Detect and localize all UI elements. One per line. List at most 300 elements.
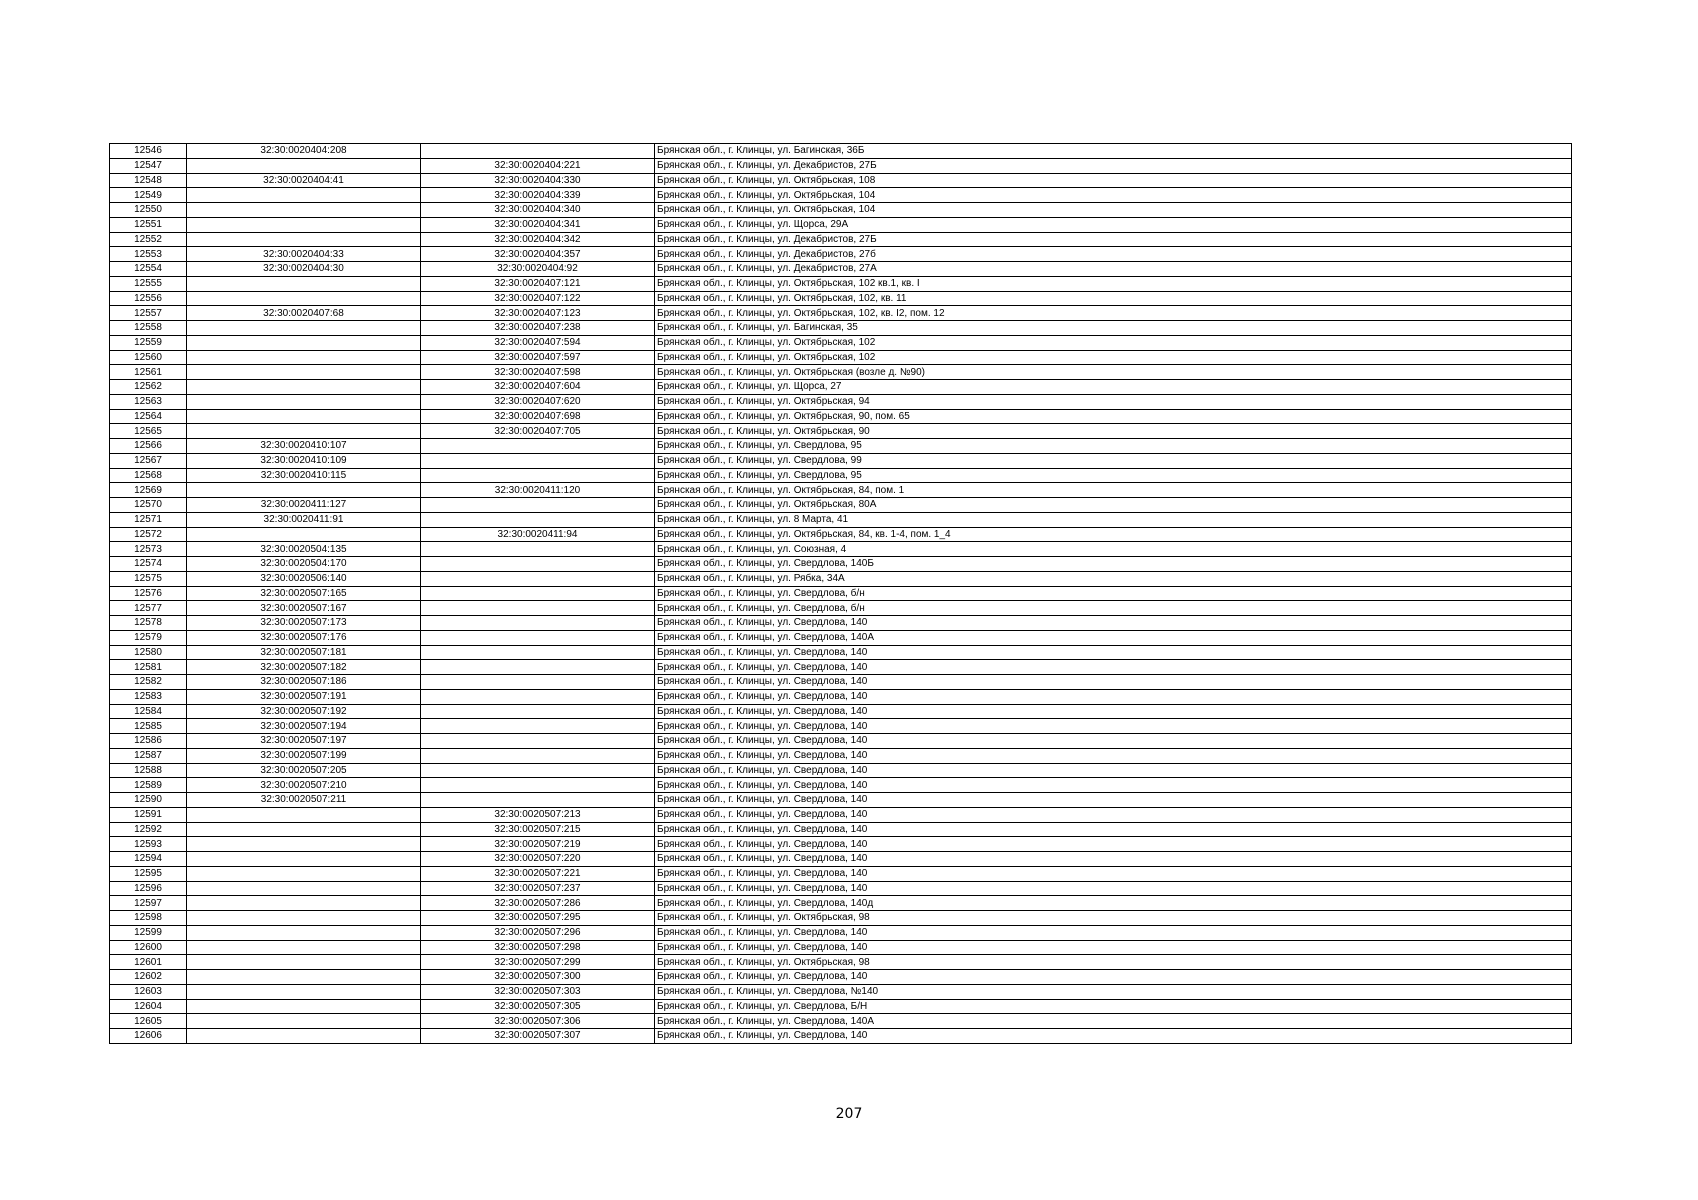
previous-cadastral-number-cell — [187, 365, 421, 380]
cadastral-number-cell: 32:30:0020407:705 — [421, 424, 655, 439]
previous-cadastral-number-cell — [187, 1029, 421, 1044]
address-cell: Брянская обл., г. Клинцы, ул. Свердлова, 140 — [655, 793, 1572, 808]
cadastral-number-cell: 32:30:0020404:341 — [421, 217, 655, 232]
row-number-cell: 12594 — [110, 852, 187, 867]
previous-cadastral-number-cell — [187, 837, 421, 852]
cadastral-number-cell — [421, 468, 655, 483]
previous-cadastral-number-cell: 32:30:0020507:181 — [187, 645, 421, 660]
table-row — [110, 468, 1572, 483]
table-row — [110, 970, 1572, 985]
cadastral-number-cell: 32:30:0020507:215 — [421, 822, 655, 837]
address-cell: Брянская обл., г. Клинцы, ул. Декабристов, 27Б — [655, 158, 1572, 173]
cadastral-number-cell: 32:30:0020407:123 — [421, 306, 655, 321]
table-row — [110, 291, 1572, 306]
address-cell: Брянская обл., г. Клинцы, ул. Свердлова, 140 — [655, 970, 1572, 985]
cadastral-number-cell — [421, 616, 655, 631]
row-number-cell: 12546 — [110, 144, 187, 159]
row-number-cell: 12604 — [110, 999, 187, 1014]
cadastral-number-cell — [421, 542, 655, 557]
table-row — [110, 822, 1572, 837]
previous-cadastral-number-cell — [187, 188, 421, 203]
previous-cadastral-number-cell: 32:30:0020506:140 — [187, 571, 421, 586]
cadastral-number-cell: 32:30:0020407:238 — [421, 321, 655, 336]
table-row — [110, 158, 1572, 173]
previous-cadastral-number-cell — [187, 424, 421, 439]
page-number: 207 — [835, 1106, 863, 1122]
row-number-cell: 12591 — [110, 807, 187, 822]
table-row — [110, 335, 1572, 350]
table-row — [110, 321, 1572, 336]
cadastral-number-cell — [421, 571, 655, 586]
cadastral-number-cell: 32:30:0020507:220 — [421, 852, 655, 867]
previous-cadastral-number-cell: 32:30:0020404:41 — [187, 173, 421, 188]
address-cell: Брянская обл., г. Клинцы, ул. Октябрьская, 84, пом. 1 — [655, 483, 1572, 498]
table-row — [110, 247, 1572, 262]
cadastral-number-cell — [421, 704, 655, 719]
row-number-cell: 12578 — [110, 616, 187, 631]
row-number-cell: 12588 — [110, 763, 187, 778]
row-number-cell: 12598 — [110, 911, 187, 926]
previous-cadastral-number-cell — [187, 350, 421, 365]
address-cell: Брянская обл., г. Клинцы, ул. Свердлова, 140 — [655, 645, 1572, 660]
table-row — [110, 512, 1572, 527]
cadastral-number-cell: 32:30:0020407:122 — [421, 291, 655, 306]
address-cell: Брянская обл., г. Клинцы, ул. Щорса, 27 — [655, 380, 1572, 395]
cadastral-number-cell: 32:30:0020507:237 — [421, 881, 655, 896]
row-number-cell: 12573 — [110, 542, 187, 557]
address-cell: Брянская обл., г. Клинцы, ул. Союзная, 4 — [655, 542, 1572, 557]
cadastral-number-cell: 32:30:0020404:357 — [421, 247, 655, 262]
row-number-cell: 12572 — [110, 527, 187, 542]
cadastral-number-cell — [421, 630, 655, 645]
cadastral-number-cell: 32:30:0020507:299 — [421, 955, 655, 970]
row-number-cell: 12547 — [110, 158, 187, 173]
table-row — [110, 144, 1572, 159]
cadastral-number-cell — [421, 645, 655, 660]
row-number-cell: 12553 — [110, 247, 187, 262]
row-number-cell: 12596 — [110, 881, 187, 896]
cadastral-number-cell: 32:30:0020407:598 — [421, 365, 655, 380]
cadastral-number-cell: 32:30:0020507:303 — [421, 984, 655, 999]
table-row — [110, 896, 1572, 911]
address-cell: Брянская обл., г. Клинцы, ул. Багинская, 35 — [655, 321, 1572, 336]
row-number-cell: 12559 — [110, 335, 187, 350]
previous-cadastral-number-cell — [187, 911, 421, 926]
previous-cadastral-number-cell: 32:30:0020507:211 — [187, 793, 421, 808]
previous-cadastral-number-cell: 32:30:0020410:109 — [187, 453, 421, 468]
previous-cadastral-number-cell — [187, 925, 421, 940]
cadastral-number-cell — [421, 748, 655, 763]
cadastral-number-cell — [421, 557, 655, 572]
previous-cadastral-number-cell: 32:30:0020507:191 — [187, 689, 421, 704]
previous-cadastral-number-cell — [187, 852, 421, 867]
address-cell: Брянская обл., г. Клинцы, ул. Свердлова, 140 — [655, 748, 1572, 763]
address-cell: Брянская обл., г. Клинцы, ул. Октябрьская, 104 — [655, 188, 1572, 203]
address-cell: Брянская обл., г. Клинцы, ул. Свердлова, 140 — [655, 660, 1572, 675]
table-row — [110, 881, 1572, 896]
previous-cadastral-number-cell: 32:30:0020507:192 — [187, 704, 421, 719]
previous-cadastral-number-cell — [187, 807, 421, 822]
previous-cadastral-number-cell: 32:30:0020507:182 — [187, 660, 421, 675]
row-number-cell: 12575 — [110, 571, 187, 586]
address-cell: Брянская обл., г. Клинцы, ул. Свердлова, 140А — [655, 1014, 1572, 1029]
address-cell: Брянская обл., г. Клинцы, ул. Свердлова, 140 — [655, 1029, 1572, 1044]
cadastral-number-cell: 32:30:0020404:339 — [421, 188, 655, 203]
previous-cadastral-number-cell: 32:30:0020410:107 — [187, 439, 421, 454]
address-cell: Брянская обл., г. Клинцы, ул. Октябрьская, 90 — [655, 424, 1572, 439]
previous-cadastral-number-cell: 32:30:0020411:91 — [187, 512, 421, 527]
address-cell: Брянская обл., г. Клинцы, ул. Свердлова, 140 — [655, 807, 1572, 822]
row-number-cell: 12606 — [110, 1029, 187, 1044]
previous-cadastral-number-cell — [187, 203, 421, 218]
address-cell: Брянская обл., г. Клинцы, ул. Свердлова, 140А — [655, 630, 1572, 645]
address-cell: Брянская обл., г. Клинцы, ул. Октябрьская, 94 — [655, 394, 1572, 409]
cadastral-number-cell: 32:30:0020507:305 — [421, 999, 655, 1014]
previous-cadastral-number-cell: 32:30:0020504:170 — [187, 557, 421, 572]
address-cell: Брянская обл., г. Клинцы, ул. Свердлова, 140 — [655, 822, 1572, 837]
address-cell: Брянская обл., г. Клинцы, ул. Октябрьская, 102 кв.1, кв. I — [655, 276, 1572, 291]
table-row — [110, 439, 1572, 454]
table-row — [110, 483, 1572, 498]
address-cell: Брянская обл., г. Клинцы, ул. Свердлова, №140 — [655, 984, 1572, 999]
cadastral-number-cell — [421, 498, 655, 513]
cadastral-number-cell: 32:30:0020507:295 — [421, 911, 655, 926]
previous-cadastral-number-cell: 32:30:0020507:210 — [187, 778, 421, 793]
previous-cadastral-number-cell — [187, 276, 421, 291]
table-row — [110, 350, 1572, 365]
row-number-cell: 12576 — [110, 586, 187, 601]
previous-cadastral-number-cell: 32:30:0020504:135 — [187, 542, 421, 557]
table-row — [110, 557, 1572, 572]
row-number-cell: 12597 — [110, 896, 187, 911]
previous-cadastral-number-cell — [187, 321, 421, 336]
row-number-cell: 12605 — [110, 1014, 187, 1029]
address-cell: Брянская обл., г. Клинцы, ул. Свердлова, 140Б — [655, 557, 1572, 572]
previous-cadastral-number-cell: 32:30:0020507:186 — [187, 675, 421, 690]
table-row — [110, 527, 1572, 542]
cadastral-number-cell: 32:30:0020507:213 — [421, 807, 655, 822]
previous-cadastral-number-cell: 32:30:0020507:167 — [187, 601, 421, 616]
table-row — [110, 394, 1572, 409]
table-row — [110, 748, 1572, 763]
row-number-cell: 12601 — [110, 955, 187, 970]
table-row — [110, 719, 1572, 734]
row-number-cell: 12565 — [110, 424, 187, 439]
cadastral-number-cell: 32:30:0020507:221 — [421, 866, 655, 881]
row-number-cell: 12586 — [110, 734, 187, 749]
row-number-cell: 12599 — [110, 925, 187, 940]
address-cell: Брянская обл., г. Клинцы, ул. Октябрьская, 102 — [655, 350, 1572, 365]
previous-cadastral-number-cell — [187, 291, 421, 306]
cadastral-number-cell — [421, 778, 655, 793]
row-number-cell: 12603 — [110, 984, 187, 999]
previous-cadastral-number-cell — [187, 335, 421, 350]
address-cell: Брянская обл., г. Клинцы, ул. Свердлова, б/н — [655, 601, 1572, 616]
table-row — [110, 645, 1572, 660]
table-row — [110, 984, 1572, 999]
previous-cadastral-number-cell: 32:30:0020507:173 — [187, 616, 421, 631]
previous-cadastral-number-cell — [187, 527, 421, 542]
address-cell: Брянская обл., г. Клинцы, ул. Свердлова, 140 — [655, 734, 1572, 749]
address-cell: Брянская обл., г. Клинцы, ул. Щорса, 29А — [655, 217, 1572, 232]
address-cell: Брянская обл., г. Клинцы, ул. Свердлова, 140 — [655, 704, 1572, 719]
table-row — [110, 911, 1572, 926]
address-cell: Брянская обл., г. Клинцы, ул. Октябрьская, 102 — [655, 335, 1572, 350]
previous-cadastral-number-cell — [187, 409, 421, 424]
table-row — [110, 306, 1572, 321]
address-cell: Брянская обл., г. Клинцы, ул. Октябрьская, 84, кв. 1-4, пом. 1_4 — [655, 527, 1572, 542]
row-number-cell: 12577 — [110, 601, 187, 616]
previous-cadastral-number-cell — [187, 232, 421, 247]
row-number-cell: 12569 — [110, 483, 187, 498]
table-body — [110, 144, 1572, 1044]
table-row — [110, 1029, 1572, 1044]
row-number-cell: 12558 — [110, 321, 187, 336]
previous-cadastral-number-cell — [187, 896, 421, 911]
address-cell: Брянская обл., г. Клинцы, ул. Свердлова, 140 — [655, 689, 1572, 704]
cadastral-number-cell — [421, 689, 655, 704]
row-number-cell: 12570 — [110, 498, 187, 513]
previous-cadastral-number-cell — [187, 866, 421, 881]
cadastral-number-cell — [421, 793, 655, 808]
address-cell: Брянская обл., г. Клинцы, ул. Свердлова, 140 — [655, 778, 1572, 793]
table-row — [110, 999, 1572, 1014]
cadastral-number-cell: 32:30:0020507:300 — [421, 970, 655, 985]
table-row — [110, 601, 1572, 616]
previous-cadastral-number-cell: 32:30:0020407:68 — [187, 306, 421, 321]
address-cell: Брянская обл., г. Клинцы, ул. Декабристов, 27Б — [655, 232, 1572, 247]
cadastral-number-cell: 32:30:0020407:698 — [421, 409, 655, 424]
cadastral-number-cell — [421, 586, 655, 601]
address-cell: Брянская обл., г. Клинцы, ул. Октябрьская, 102, кв. I2, пом. 12 — [655, 306, 1572, 321]
previous-cadastral-number-cell — [187, 881, 421, 896]
address-cell: Брянская обл., г. Клинцы, ул. Свердлова, 140 — [655, 719, 1572, 734]
cadastral-number-cell: 32:30:0020404:92 — [421, 262, 655, 277]
row-number-cell: 12600 — [110, 940, 187, 955]
cadastral-number-cell: 32:30:0020404:330 — [421, 173, 655, 188]
row-number-cell: 12566 — [110, 439, 187, 454]
table-row — [110, 793, 1572, 808]
address-cell: Брянская обл., г. Клинцы, ул. Свердлова, 140 — [655, 881, 1572, 896]
address-cell: Брянская обл., г. Клинцы, ул. Октябрьская, 104 — [655, 203, 1572, 218]
table-row — [110, 763, 1572, 778]
table-row — [110, 660, 1572, 675]
table-row — [110, 217, 1572, 232]
cadastral-number-cell — [421, 675, 655, 690]
table-row — [110, 866, 1572, 881]
previous-cadastral-number-cell: 32:30:0020411:127 — [187, 498, 421, 513]
cadastral-number-cell — [421, 512, 655, 527]
row-number-cell: 12593 — [110, 837, 187, 852]
table-row — [110, 955, 1572, 970]
address-cell: Брянская обл., г. Клинцы, ул. Свердлова, 140 — [655, 866, 1572, 881]
table-row — [110, 380, 1572, 395]
previous-cadastral-number-cell — [187, 984, 421, 999]
cadastral-number-cell: 32:30:0020507:296 — [421, 925, 655, 940]
table-row — [110, 262, 1572, 277]
previous-cadastral-number-cell: 32:30:0020507:197 — [187, 734, 421, 749]
previous-cadastral-number-cell: 32:30:0020507:199 — [187, 748, 421, 763]
address-cell: Брянская обл., г. Клинцы, ул. Багинская, 36Б — [655, 144, 1572, 159]
table-row — [110, 188, 1572, 203]
table-row — [110, 203, 1572, 218]
address-cell: Брянская обл., г. Клинцы, ул. Октябрьская, 90, пом. 65 — [655, 409, 1572, 424]
table-row — [110, 940, 1572, 955]
row-number-cell: 12585 — [110, 719, 187, 734]
previous-cadastral-number-cell — [187, 955, 421, 970]
row-number-cell: 12548 — [110, 173, 187, 188]
row-number-cell: 12592 — [110, 822, 187, 837]
table-row — [110, 925, 1572, 940]
table-row — [110, 424, 1572, 439]
table-row — [110, 365, 1572, 380]
row-number-cell: 12564 — [110, 409, 187, 424]
row-number-cell: 12595 — [110, 866, 187, 881]
table-row — [110, 778, 1572, 793]
row-number-cell: 12551 — [110, 217, 187, 232]
table-row — [110, 734, 1572, 749]
previous-cadastral-number-cell: 32:30:0020507:205 — [187, 763, 421, 778]
row-number-cell: 12580 — [110, 645, 187, 660]
table-row — [110, 173, 1572, 188]
address-cell: Брянская обл., г. Клинцы, ул. Декабристов, 27А — [655, 262, 1572, 277]
previous-cadastral-number-cell — [187, 217, 421, 232]
row-number-cell: 12556 — [110, 291, 187, 306]
row-number-cell: 12582 — [110, 675, 187, 690]
address-cell: Брянская обл., г. Клинцы, ул. Свердлова, 95 — [655, 439, 1572, 454]
table-row — [110, 689, 1572, 704]
cadastral-number-cell: 32:30:0020407:604 — [421, 380, 655, 395]
address-cell: Брянская обл., г. Клинцы, ул. Декабристов, 27б — [655, 247, 1572, 262]
address-cell: Брянская обл., г. Клинцы, ул. Свердлова, 140 — [655, 675, 1572, 690]
address-cell: Брянская обл., г. Клинцы, ул. Октябрьская, 98 — [655, 955, 1572, 970]
cadastral-number-cell: 32:30:0020507:306 — [421, 1014, 655, 1029]
row-number-cell: 12562 — [110, 380, 187, 395]
row-number-cell: 12587 — [110, 748, 187, 763]
address-cell: Брянская обл., г. Клинцы, ул. Свердлова, Б/Н — [655, 999, 1572, 1014]
table-row — [110, 704, 1572, 719]
row-number-cell: 12579 — [110, 630, 187, 645]
row-number-cell: 12602 — [110, 970, 187, 985]
row-number-cell: 12568 — [110, 468, 187, 483]
previous-cadastral-number-cell: 32:30:0020507:194 — [187, 719, 421, 734]
cadastral-number-cell: 32:30:0020404:221 — [421, 158, 655, 173]
cadastral-number-cell: 32:30:0020411:94 — [421, 527, 655, 542]
cadastral-number-cell: 32:30:0020407:620 — [421, 394, 655, 409]
row-number-cell: 12552 — [110, 232, 187, 247]
address-cell: Брянская обл., г. Клинцы, ул. Свердлова, 140 — [655, 837, 1572, 852]
row-number-cell: 12550 — [110, 203, 187, 218]
previous-cadastral-number-cell — [187, 394, 421, 409]
row-number-cell: 12557 — [110, 306, 187, 321]
previous-cadastral-number-cell: 32:30:0020507:176 — [187, 630, 421, 645]
address-cell: Брянская обл., г. Клинцы, ул. Свердлова, 140 — [655, 925, 1572, 940]
address-cell: Брянская обл., г. Клинцы, ул. Свердлова, 140 — [655, 940, 1572, 955]
cadastral-number-cell — [421, 763, 655, 778]
previous-cadastral-number-cell — [187, 483, 421, 498]
table-row — [110, 675, 1572, 690]
row-number-cell: 12584 — [110, 704, 187, 719]
row-number-cell: 12589 — [110, 778, 187, 793]
table-row — [110, 409, 1572, 424]
table-row — [110, 852, 1572, 867]
cadastral-number-cell — [421, 453, 655, 468]
cadastral-number-cell: 32:30:0020407:594 — [421, 335, 655, 350]
address-cell: Брянская обл., г. Клинцы, ул. 8 Марта, 41 — [655, 512, 1572, 527]
row-number-cell: 12563 — [110, 394, 187, 409]
table-row — [110, 453, 1572, 468]
cadastral-number-cell: 32:30:0020407:597 — [421, 350, 655, 365]
previous-cadastral-number-cell — [187, 158, 421, 173]
cadastral-number-cell — [421, 660, 655, 675]
address-cell: Брянская обл., г. Клинцы, ул. Октябрьская (возле д. №90) — [655, 365, 1572, 380]
address-cell: Брянская обл., г. Клинцы, ул. Свердлова, 140 — [655, 763, 1572, 778]
row-number-cell: 12560 — [110, 350, 187, 365]
previous-cadastral-number-cell: 32:30:0020404:208 — [187, 144, 421, 159]
cadastral-number-cell — [421, 439, 655, 454]
previous-cadastral-number-cell: 32:30:0020410:115 — [187, 468, 421, 483]
previous-cadastral-number-cell — [187, 999, 421, 1014]
row-number-cell: 12571 — [110, 512, 187, 527]
address-cell: Брянская обл., г. Клинцы, ул. Октябрьская, 80А — [655, 498, 1572, 513]
previous-cadastral-number-cell — [187, 822, 421, 837]
address-cell: Брянская обл., г. Клинцы, ул. Октябрьская, 98 — [655, 911, 1572, 926]
cadastral-table — [109, 143, 1572, 1044]
address-cell: Брянская обл., г. Клинцы, ул. Рябка, 34А — [655, 571, 1572, 586]
row-number-cell: 12555 — [110, 276, 187, 291]
previous-cadastral-number-cell — [187, 970, 421, 985]
table-row — [110, 542, 1572, 557]
previous-cadastral-number-cell: 32:30:0020404:33 — [187, 247, 421, 262]
cadastral-number-cell: 32:30:0020404:342 — [421, 232, 655, 247]
table-row — [110, 232, 1572, 247]
cadastral-number-cell: 32:30:0020407:121 — [421, 276, 655, 291]
address-cell: Брянская обл., г. Клинцы, ул. Свердлова, 140д — [655, 896, 1572, 911]
cadastral-number-cell: 32:30:0020507:307 — [421, 1029, 655, 1044]
cadastral-number-cell — [421, 601, 655, 616]
previous-cadastral-number-cell: 32:30:0020404:30 — [187, 262, 421, 277]
table-row — [110, 616, 1572, 631]
cadastral-number-cell: 32:30:0020507:298 — [421, 940, 655, 955]
table-row — [110, 807, 1572, 822]
cadastral-number-cell: 32:30:0020507:219 — [421, 837, 655, 852]
table-row — [110, 1014, 1572, 1029]
row-number-cell: 12549 — [110, 188, 187, 203]
row-number-cell: 12561 — [110, 365, 187, 380]
row-number-cell: 12554 — [110, 262, 187, 277]
previous-cadastral-number-cell: 32:30:0020507:165 — [187, 586, 421, 601]
row-number-cell: 12574 — [110, 557, 187, 572]
row-number-cell: 12581 — [110, 660, 187, 675]
address-cell: Брянская обл., г. Клинцы, ул. Свердлова, 140 — [655, 616, 1572, 631]
previous-cadastral-number-cell — [187, 380, 421, 395]
table-row — [110, 630, 1572, 645]
table-row — [110, 498, 1572, 513]
table-row — [110, 276, 1572, 291]
row-number-cell: 12567 — [110, 453, 187, 468]
previous-cadastral-number-cell — [187, 940, 421, 955]
cadastral-number-cell — [421, 144, 655, 159]
address-cell: Брянская обл., г. Клинцы, ул. Свердлова, 95 — [655, 468, 1572, 483]
cadastral-number-cell: 32:30:0020507:286 — [421, 896, 655, 911]
table-row — [110, 837, 1572, 852]
row-number-cell: 12590 — [110, 793, 187, 808]
address-cell: Брянская обл., г. Клинцы, ул. Свердлова, 99 — [655, 453, 1572, 468]
table-row — [110, 586, 1572, 601]
cadastral-number-cell — [421, 734, 655, 749]
address-cell: Брянская обл., г. Клинцы, ул. Свердлова, 140 — [655, 852, 1572, 867]
cadastral-number-cell: 32:30:0020404:340 — [421, 203, 655, 218]
